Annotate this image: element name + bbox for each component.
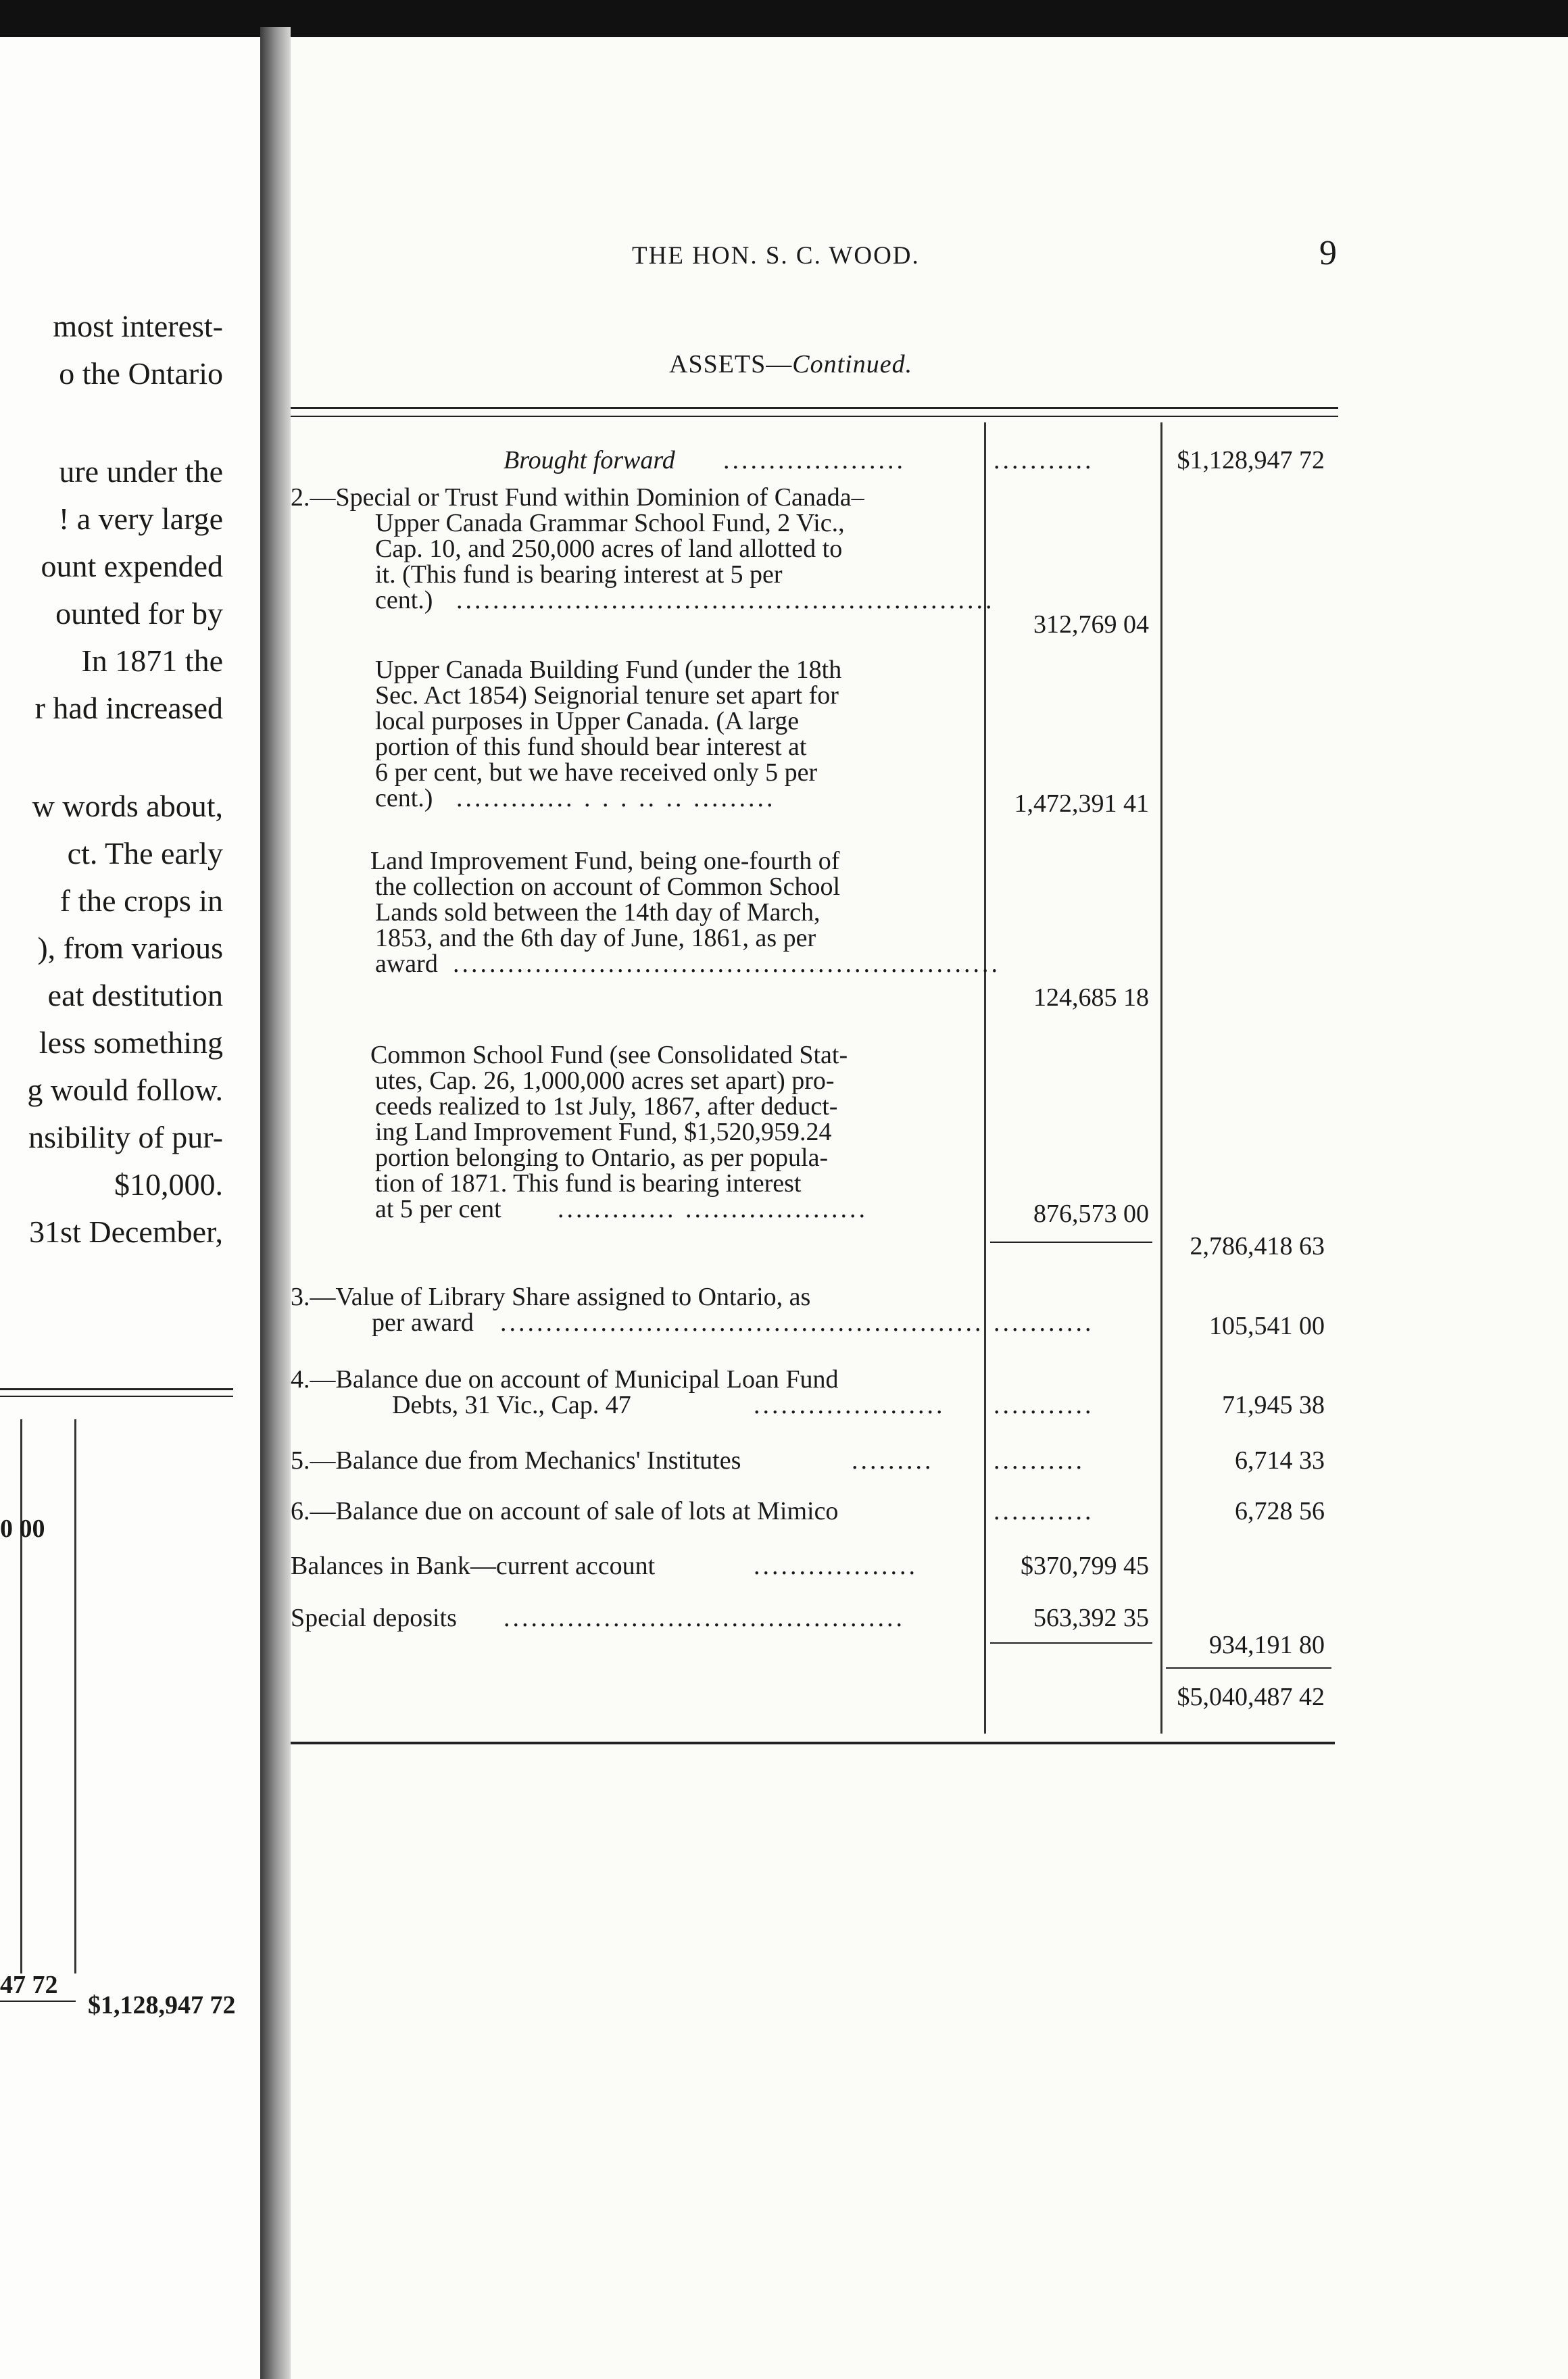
leader-dots: ..................... [754,1391,946,1419]
item3-total: 105,541 00 [1209,1312,1325,1340]
left-text-line: 31st December, [29,1215,223,1249]
leader-dots: ............................................ [504,1604,905,1632]
running-head: THE HON. S. C. WOOD. [632,242,920,270]
fund1-amount: 312,769 04 [1033,610,1149,639]
item3-line: per award [372,1308,474,1337]
fund3-line: the collection on account of Common School [375,873,841,901]
left-column-rule [74,1419,76,1973]
leader-dots: ............. .................... [558,1195,868,1223]
leader-dots: ........... [994,446,1094,474]
item4-line: Debts, 31 Vic., Cap. 47 [392,1391,631,1419]
fund4-line: ing Land Improvement Fund, $1,520,959.24 [375,1118,832,1146]
fund2-line: Sec. Act 1854) Seignorial tenure set apart for [375,681,839,710]
fund1-line: Upper Canada Grammar School Fund, 2 Vic., [375,509,845,537]
fund2-line: 6 per cent, but we have received only 5 per [375,758,818,787]
leader-dots: ............. . . . .. .. ......... [456,784,776,812]
fund4-line: at 5 per cent [375,1195,501,1223]
leader-dots: ........... [994,1391,1094,1419]
left-text-line: nsibility of pur- [28,1120,223,1154]
fund4-amount: 876,573 00 [1033,1200,1149,1228]
left-total: $1,128,947 72 [88,1991,236,2019]
left-table-rule [0,1388,233,1390]
deposits-label: Special deposits [291,1604,457,1632]
fund2-line: local purposes in Upper Canada. (A large [375,707,800,735]
bank-label: Balances in Bank—current account [291,1552,656,1580]
fund2-line: portion of this fund should bear interest at [375,733,807,761]
table-top-rule [291,407,1338,409]
left-text-line: less something [39,1025,223,1060]
item6-total: 6,728 56 [1235,1497,1325,1525]
fund1-line: it. (This fund is bearing interest at 5 per [375,560,783,589]
left-amount-fragment: 47 72 [0,1971,58,1999]
left-text-line: ), from various [37,931,223,965]
leader-dots: ............................................................ [453,950,1000,978]
item3-line: 3.—Value of Library Share assigned to Ontario, as [291,1283,811,1311]
page-number: 9 [1319,234,1337,272]
left-table-rule [0,1396,233,1397]
bank-amount: $370,799 45 [1021,1552,1149,1580]
fund3-line: Land Improvement Fund, being one-fourth of [370,847,840,875]
item4-total: 71,945 38 [1222,1391,1325,1419]
fund4-line: tion of 1871. This fund is bearing interest [375,1169,802,1198]
fund1-line: cent.) [375,586,433,614]
left-sum-rule [0,2001,76,2002]
left-page-fragment [0,37,260,2379]
item2-total: 2,786,418 63 [1190,1232,1325,1260]
section-title [669,349,912,379]
right-page [291,37,1568,2379]
table-top-rule [291,416,1338,417]
left-text-line: ure under the [59,454,223,489]
leader-dots: .................. [754,1552,918,1580]
fund3-line: award [375,950,438,978]
grand-total-rule [1166,1667,1331,1669]
left-text-line: w words about, [32,789,223,823]
left-text-line: o the Ontario [59,356,223,391]
brought-forward-total: $1,128,947 72 [1177,446,1325,474]
fund3-line: Lands sold between the 14th day of March, [375,898,820,927]
deposits-total: 934,191 80 [1209,1631,1325,1659]
left-amount-fragment: 0 00 [0,1515,45,1543]
fund2-line: Upper Canada Building Fund (under the 18th [375,656,842,684]
item2-heading: 2.—Special or Trust Fund within Dominion of Canada– [291,483,864,512]
left-text-line: r had increased [34,691,223,725]
grand-total: $5,040,487 42 [1177,1683,1325,1711]
section-title-main: ASSETS— [669,350,793,378]
fund3-line: 1853, and the 6th day of June, 1861, as per [375,924,816,952]
fund4-line: portion belonging to Ontario, as per popula- [375,1144,829,1172]
left-text-line: f the crops in [59,883,223,918]
left-text-line: most interest- [53,309,223,343]
table-bottom-rule [291,1742,1335,1744]
leader-dots: .................... [723,446,906,474]
fund4-line: Common School Fund (see Consolidated Stat- [370,1041,848,1069]
left-text-line: ount expended [41,549,223,583]
item4-line: 4.—Balance due on account of Municipal Loan Fund [291,1365,839,1394]
left-text-line: g would follow. [27,1073,223,1107]
item6-label: 6.—Balance due on account of sale of lots at Mimico [291,1497,839,1525]
item5-total: 6,714 33 [1235,1446,1325,1475]
left-column-rule [20,1419,22,1973]
leader-dots: ........................................................... [456,586,995,614]
section-title-italic: Continued. [792,350,913,378]
left-text-line: ct. The early [67,836,223,870]
fund4-line: ceeds realized to 1st July, 1867, after deduct- [375,1092,838,1121]
leader-dots: .......... [994,1446,1085,1475]
leader-dots: ..................................................... [500,1308,984,1337]
left-text-line: ! a very large [58,501,223,536]
left-text-line: ounted for by [55,596,223,631]
fund2-line: cent.) [375,784,433,812]
deposits-amount: 563,392 35 [1033,1604,1149,1632]
fund3-amount: 124,685 18 [1033,983,1149,1012]
page-gutter [260,27,291,2379]
leader-dots: ......... [852,1446,934,1475]
brought-forward-label: Brought forward [504,446,675,474]
total-column-rule [1160,422,1162,1734]
item5-label: 5.—Balance due from Mechanics' Institutes [291,1446,741,1475]
left-text-line: In 1871 the [81,643,223,678]
fund2-amount: 1,472,391 41 [1014,789,1149,818]
fund1-line: Cap. 10, and 250,000 acres of land allotted to [375,535,843,563]
left-text-line: eat destitution [47,978,223,1012]
leader-dots: ........... [994,1308,1094,1337]
left-text-line: $10,000. [114,1167,223,1202]
fund4-line: utes, Cap. 26, 1,000,000 acres set apart) pro- [375,1066,835,1095]
leader-dots: ........... [994,1497,1094,1525]
